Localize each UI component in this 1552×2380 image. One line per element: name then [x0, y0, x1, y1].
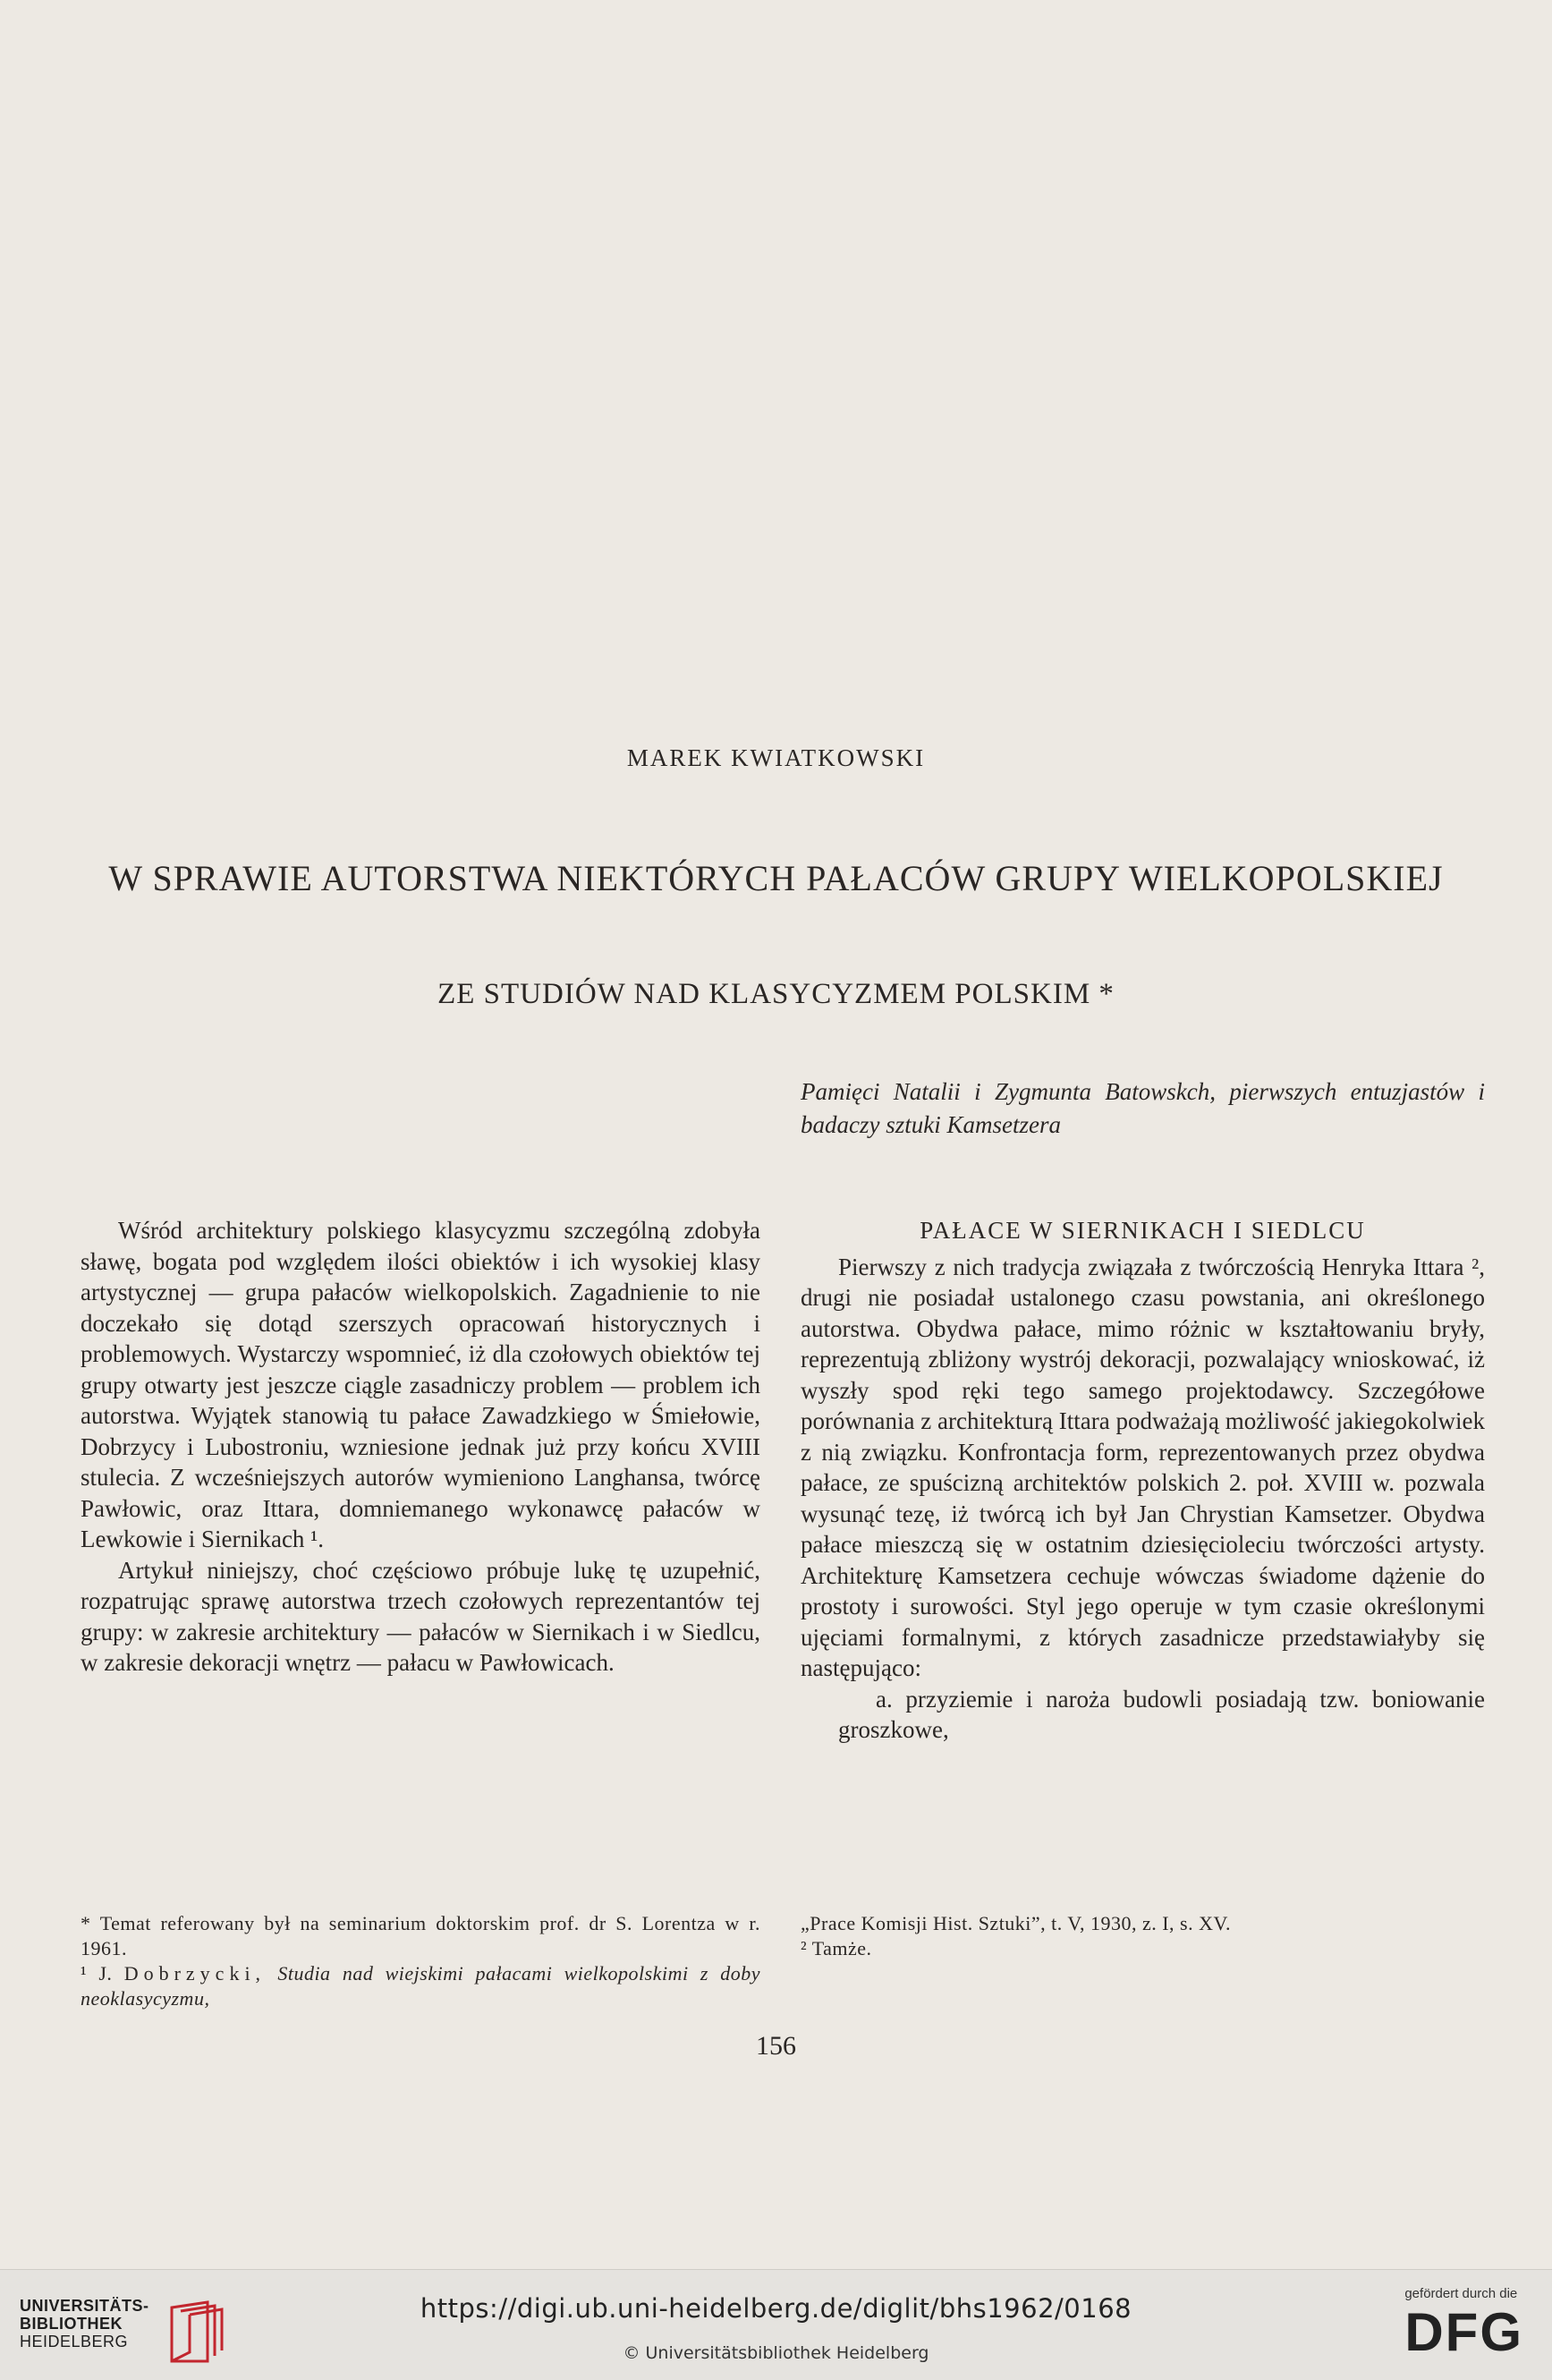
- footnote-1-continued: „Prace Komisji Hist. Sztuki”, t. V, 1930, z. I, s. XV.: [801, 1912, 1232, 1934]
- footnotes-right: [801, 1911, 1485, 1961]
- left-column: [81, 1215, 760, 1679]
- dedication: Pamięci Natalii i Zygmunta Batowskch, pierwszych entuzjastów i badaczy sztuki Kamsetzera: [801, 1078, 1485, 1138]
- library-name-line3: HEIDELBERG: [20, 2333, 129, 2350]
- paragraph: Pierwszy z nich tradycja związała z twórczością Henryka Ittara ², drugi nie posiadał ustalonego czasu powstania, ani określonego autorstwa. Obydwa pałace, mimo różnic w kształtowaniu bryły, reprezentują zbliżony wystrój dekoracji, pozwalający wnioskować, iż wyszły spod ręki tego samego projektodawcy. Szczegółowe porównania z architekturą Ittara podważają możliwość jakiegokolwiek z nią związku. Konfrontacja form, reprezentowanych przez obydwa pałace, ze spuścizną architektów polskich 2. poł. XVIII w. pozwala wysunąć tezę, iż twórcą ich był Jan Chrystian Kamsetzer. Obydwa pałace mieszczą się w ostatnim dziesięcioleciu twórczości artysty. Architekturę Kamsetzera cechuje wówczas świadome dążenie do prostoty i surowości. Styl jego operuje w tym czasie określonymi ujęciami formalnymi, z których zasadnicze przedstawiałyby się następująco:: [801, 1253, 1485, 1681]
- article-subtitle: ZE STUDIÓW NAD KLASYCYZMEM POLSKIM *: [437, 978, 1115, 1010]
- footnote-2: ² Tamże.: [801, 1937, 872, 1959]
- dfg-logo[interactable]: [1404, 2286, 1523, 2362]
- article-title: W SPRAWIE AUTORSTWA NIEKTÓRYCH PAŁACÓW GRUPY WIELKOPOLSKIEJ: [108, 858, 1444, 898]
- article-author: MAREK KWIATKOWSKI: [626, 744, 926, 771]
- footnote-1-prefix: ¹ J.: [81, 1962, 124, 1985]
- library-name-line2: BIBLIOTHEK: [20, 2315, 123, 2333]
- footnote-star: * Temat referowany był na seminarium doktorskim prof. dr S. Lorentza w r. 1961.: [81, 1912, 760, 1959]
- list-item: a. przyziemie i naroża budowli posiadają tzw. boniowanie groszkowe,: [838, 1685, 1485, 1743]
- footnotes-left: [81, 1911, 760, 2011]
- section-heading: PAŁACE W SIERNIKACH I SIEDLCU: [920, 1217, 1366, 1244]
- paragraph: Wśród architektury polskiego klasycyzmu szczególną zdobyła sławę, bogata pod względem ilości obiektów i ich wysokiej klasy artystycznej — grupa pałaców wielkopolskich. Zagadnienie to nie doczekało się dotąd szerszych opracowań historycznych i problemowych. Wystarczy wspomnieć, iż dla czołowych obiektów tej grupy otwarty jest jeszcze ciągle zasadniczy problem — problem ich autorstwa. Wyjątek stanowią tu pałace Zawadzkiego w Śmiełowie, Dobrzycy i Lubostroniu, wzniesione jednak już przy końcu XVIII stulecia. Z wcześniejszych autorów wymieniono Langhansa, twórcę Pawłowic, oraz Ittara, domniemanego wykonawcę pałaców w Lewkowie i Siernikach ¹.: [81, 1217, 760, 1552]
- funded-by-label: gefördert durch die: [1404, 2286, 1518, 2301]
- paragraph: Artykuł niniejszy, choć częściowo próbuje lukę tę uzupełnić, rozpatrując sprawę autorstwa trzech czołowych reprezentantów tej grupy: w zakresie architektury — pałaców w Siernikach i w Siedlcu, w zakresie dekoracji wnętrz — pałacu w Pawłowicach.: [81, 1556, 760, 1676]
- document-url[interactable]: https://digi.ub.uni-heidelberg.de/diglit/bhs1962/0168: [420, 2293, 1132, 2324]
- page-number: 156: [756, 2031, 796, 2061]
- copyright-notice: © Universitätsbibliothek Heidelberg: [623, 2343, 929, 2363]
- footnote-1: [81, 1961, 760, 2011]
- right-column: [801, 1215, 1485, 1746]
- footnote-1-title: Studia nad wiejskimi pałacami wielkopolskimi z doby neoklasycyzmu,: [81, 1962, 760, 2010]
- footnote-1-author: Dobrzycki,: [123, 1962, 267, 1985]
- footer-bar: [0, 2269, 1552, 2380]
- library-name-line1: UNIVERSITÄTS-: [20, 2297, 149, 2315]
- dfg-wordmark: DFG: [1404, 2302, 1523, 2362]
